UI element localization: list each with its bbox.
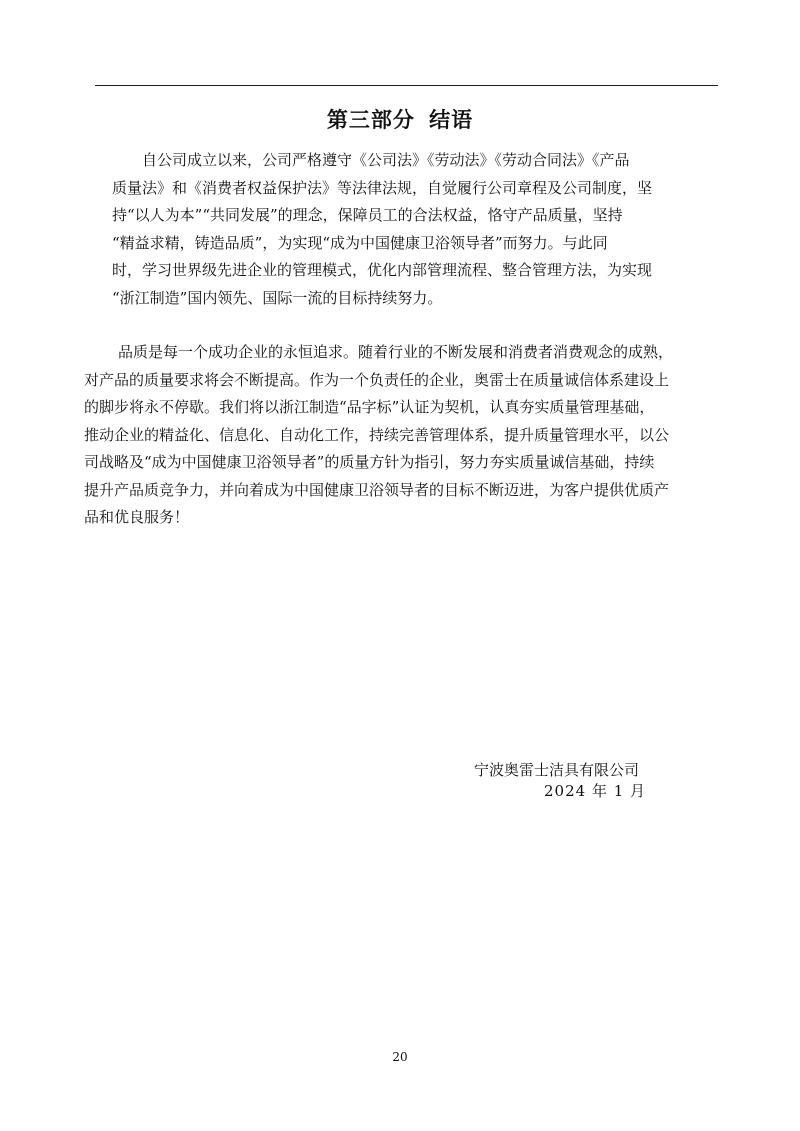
paragraph-line: “浙江制造”国内领先、国际一流的目标持续努力。 — [112, 288, 443, 307]
paragraph-line: 持“以人为本”“共同发展”的理念，保障员工的合法权益，恪守产品质量，坚持 — [112, 206, 623, 224]
paragraph-line: 品和优良服务！ — [84, 508, 190, 526]
signature-date: 2024 年 1 月 — [544, 782, 647, 800]
paragraph-1 — [112, 147, 708, 312]
page-number: 20 — [392, 1050, 408, 1064]
paragraph-line: “精益求精，铸造品质”，为实现“成为中国健康卫浴领导者”而努力。与此同 — [112, 233, 608, 252]
paragraph-line: 对产品的质量要求将会不断提高。作为一个负责任的企业，奥雷士在质量诚信体系建设上 — [84, 370, 670, 389]
page-title: 第三部分 结语 — [326, 108, 474, 132]
paragraph-line: 质量法》和《消费者权益保护法》等法律法规，自觉履行公司章程及公司制度，坚 — [112, 178, 653, 197]
paragraph-line: 自公司成立以来，公司严格遵守《公司法》《劳动法》《劳动合同法》《产品 — [142, 151, 630, 169]
paragraph-line: 司战略及“成为中国健康卫浴领导者”的质量方针为指引，努力夯实质量诚信基础，持续 — [84, 453, 655, 471]
paragraph-line: 的脚步将永不停歇。我们将以浙江制造“品字标”认证为契机，认真夯实质量管理基础， — [84, 398, 655, 416]
paragraph-line: 推动企业的精益化、信息化、自动化工作，持续完善管理体系，提升质量管理水平，以公 — [84, 425, 670, 444]
paragraph-2 — [84, 339, 714, 532]
paragraph-line: 品质是每一个成功企业的永恒追求。随着行业的不断发展和消费者消费观念的成熟， — [118, 343, 674, 361]
header-rule — [95, 85, 718, 86]
signature-company: 宁波奥雷士洁具有限公司 — [474, 761, 640, 779]
paragraph-line: 时，学习世界级先进企业的管理模式，优化内部管理流程、整合管理方法，为实现 — [112, 261, 653, 279]
paragraph-line: 提升产品质竞争力，并向着成为中国健康卫浴领导者的目标不断迈进，为客户提供优质产 — [84, 480, 670, 499]
